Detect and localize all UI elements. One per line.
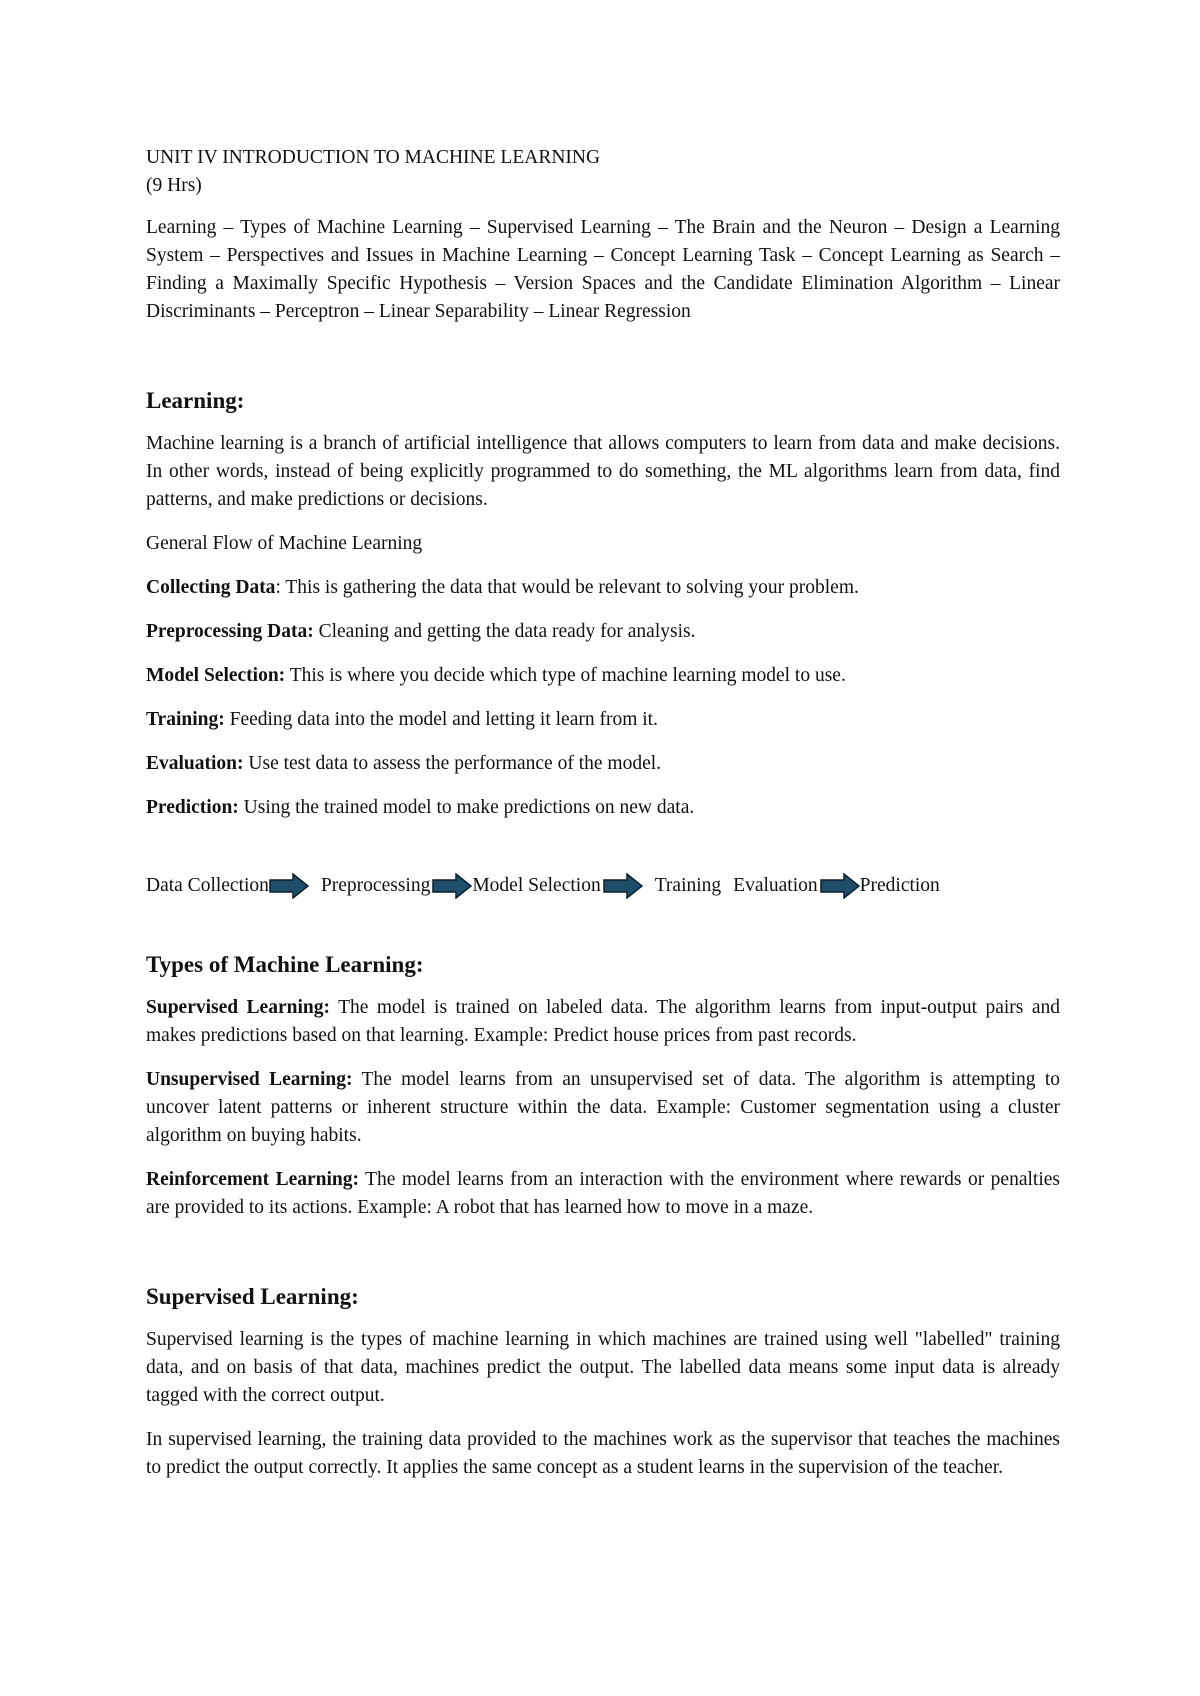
- type-text: The model is trained on labeled data. The algorithm learns from input-output pairs and makes predictions based on that learning. Example: Predict house prices from past records.: [146, 997, 1060, 1046]
- step-training: [146, 706, 1060, 734]
- type-supervised: [146, 994, 1060, 1050]
- syllabus-paragraph: Learning – Types of Machine Learning – Supervised Learning – The Brain and the Neuron – Design a Learning System – Perspectives and Issues in Machine Learning – Concept Learning Task – Concept Learning as Search – Finding a Maximally Specific Hypothesis – Version Spaces and the Candidate Elimination Algorithm – Linear Discriminants – Perceptron – Linear Separability – Linear Regression: [146, 217, 1060, 322]
- learning-heading: Learning:: [146, 388, 245, 413]
- flow-item-training: Training: [654, 875, 722, 896]
- flow-title: General Flow of Machine Learning: [146, 533, 423, 554]
- step-term: Preprocessing Data:: [146, 621, 314, 642]
- unit-hours: (9 Hrs): [146, 175, 202, 196]
- right-arrow-icon: [820, 873, 860, 899]
- ml-flow-diagram: [146, 872, 1060, 900]
- step-preprocessing-data: [146, 618, 1060, 646]
- step-text: Cleaning and getting the data ready for analysis.: [313, 621, 696, 642]
- step-text: This is where you decide which type of machine learning model to use.: [285, 665, 846, 686]
- type-unsupervised: [146, 1066, 1060, 1150]
- step-term: Evaluation:: [146, 753, 244, 774]
- type-reinforcement: [146, 1166, 1060, 1222]
- step-term: Prediction:: [146, 797, 239, 818]
- supervised-paragraph-1: Supervised learning is the types of machine learning in which machines are trained using well "labelled" training data, and on basis of that data, machines predict the output. The labelled data means some input data is already tagged with the correct output.: [146, 1329, 1060, 1406]
- right-arrow-icon: [432, 873, 472, 899]
- step-collecting-data: [146, 574, 1060, 602]
- type-text: The model learns from an unsupervised set of data. The algorithm is attempting to uncover latent patterns or inherent structure within the data. Example: Customer segmentation using a cluster algorithm on buying habits.: [146, 1069, 1060, 1146]
- supervised-paragraph-2: In supervised learning, the training data provided to the machines work as the supervisor that teaches the machines to predict the output correctly. It applies the same concept as a student learns in the supervision of the teacher.: [146, 1429, 1060, 1478]
- supervised-heading: Supervised Learning:: [146, 1284, 359, 1309]
- step-text: This is gathering the data that would be relevant to solving your problem.: [280, 577, 859, 598]
- step-prediction: [146, 794, 1060, 822]
- step-term: Model Selection:: [146, 665, 286, 686]
- step-evaluation: [146, 750, 1060, 778]
- flow-item-prediction: Prediction: [859, 875, 940, 896]
- step-term: Training:: [146, 709, 225, 730]
- step-model-selection: [146, 662, 1060, 690]
- unit-title: UNIT IV INTRODUCTION TO MACHINE LEARNING: [146, 147, 601, 168]
- step-term: Collecting Data: [146, 577, 276, 598]
- type-term: Supervised Learning:: [146, 997, 330, 1018]
- step-text: Feeding data into the model and letting it learn from it.: [224, 709, 658, 730]
- flow-item-evaluation: Evaluation: [733, 875, 818, 896]
- learning-intro: Machine learning is a branch of artificial intelligence that allows computers to learn from data and make decisions. In other words, instead of being explicitly programmed to do something, the ML algorithms learn from data, find patterns, and make predictions or decisions.: [146, 433, 1060, 510]
- right-arrow-icon: [603, 873, 643, 899]
- type-term: Unsupervised Learning:: [146, 1069, 353, 1090]
- step-text: Use test data to assess the performance of the model.: [243, 753, 662, 774]
- document-page: [146, 144, 1060, 1498]
- right-arrow-icon: [269, 873, 309, 899]
- step-text: Using the trained model to make predictions on new data.: [238, 797, 695, 818]
- flow-item-data-collection: Data Collection: [146, 875, 269, 896]
- step-separator: :: [275, 577, 281, 598]
- flow-item-preprocessing: Preprocessing: [320, 875, 431, 896]
- flow-item-model-selection: Model Selection: [472, 875, 601, 896]
- type-term: Reinforcement Learning:: [146, 1169, 359, 1190]
- type-text: The model learns from an interaction with the environment where rewards or penalties are provided to its actions. Example: A robot that has learned how to move in a maze.: [146, 1169, 1060, 1218]
- types-heading: Types of Machine Learning:: [146, 952, 424, 977]
